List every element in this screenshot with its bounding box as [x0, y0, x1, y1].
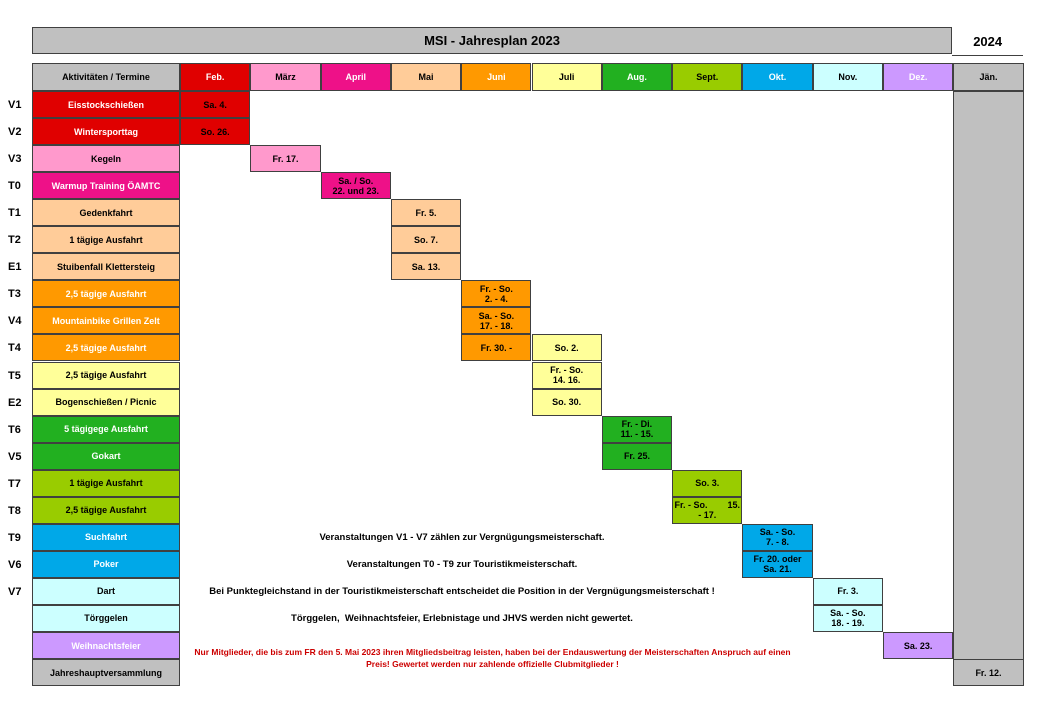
- footnote: Veranstaltungen V1 - V7 zählen zur Vergnügungsmeisterschaft.: [319, 531, 605, 543]
- event-date: Fr. 3.: [813, 578, 883, 605]
- activity-name: Törggelen: [32, 605, 180, 632]
- month-header: Juli: [532, 63, 602, 91]
- activity-name: Jahreshauptversammlung: [32, 659, 180, 686]
- row-code: T0: [8, 180, 21, 193]
- activity-name: 2,5 tägige Ausfahrt: [32, 280, 180, 307]
- activity-name: Dart: [32, 578, 180, 605]
- month-header: Dez.: [883, 63, 953, 91]
- month-header: Nov.: [813, 63, 883, 91]
- event-date: Fr. - So. 15. - 17.: [672, 497, 742, 524]
- activity-name: Warmup Training ÖAMTC: [32, 172, 180, 199]
- event-date: Fr. - So. 14. 16.: [532, 362, 602, 389]
- footnote: Veranstaltungen T0 - T9 zur Touristikmeisterschaft.: [346, 558, 578, 570]
- activity-name: 2,5 tägige Ausfahrt: [32, 497, 180, 524]
- event-date: Sa. - So. 17. - 18.: [461, 307, 531, 334]
- row-code: V3: [8, 153, 22, 166]
- month-header: Feb.: [180, 63, 250, 91]
- month-band-11: [953, 91, 1023, 686]
- month-header: Mai: [391, 63, 461, 91]
- event-date: Sa. / So. 22. und 23.: [321, 172, 391, 199]
- event-date: So. 30.: [532, 389, 602, 416]
- activity-name: Wintersporttag: [32, 118, 180, 145]
- event-date: Fr. 20. oder Sa. 21.: [742, 551, 812, 578]
- event-date: Fr. 5.: [391, 199, 461, 226]
- row-code: V6: [8, 558, 22, 571]
- activity-name: Gedenkfahrt: [32, 199, 180, 226]
- row-code: T4: [8, 342, 21, 355]
- activity-name: 2,5 tägige Ausfahrt: [32, 334, 180, 361]
- footnote: Bei Punktegleichstand in der Touristikmeisterschaft entscheidet die Position in der Vergnügungsmeisterschaft !: [209, 585, 715, 597]
- activity-name: Suchfahrt: [32, 524, 180, 551]
- event-date: Fr. 25.: [602, 443, 672, 470]
- row-code: V2: [8, 126, 22, 139]
- row-code: V1: [8, 99, 22, 111]
- activity-name: 1 tägige Ausfahrt: [32, 470, 180, 497]
- row-code: T7: [8, 477, 21, 490]
- event-date-continued: So. 2.: [532, 334, 602, 361]
- footnote: Nur Mitglieder, die bis zum FR den 5. Mai 2023 ihren Mitgliedsbeitrag leisten, haben bei der Endauswertung der Meisterschaften Anspruch auf einen Preis! Gewertet werden nur zahlende offizielle Clubmitglieder !: [194, 646, 791, 669]
- activity-name: Gokart: [32, 443, 180, 470]
- next-year-label: 2024: [952, 29, 1023, 56]
- event-date: Fr. 30. -: [461, 334, 531, 361]
- event-date: Sa. 4.: [180, 91, 250, 118]
- activity-name: Mountainbike Grillen Zelt: [32, 307, 180, 334]
- event-date: So. 7.: [391, 226, 461, 253]
- row-code: T9: [8, 531, 21, 544]
- event-date: Sa. 23.: [883, 632, 953, 659]
- activities-header: Aktivitäten / Termine: [32, 63, 180, 91]
- event-date: Sa. - So. 7. - 8.: [742, 524, 812, 551]
- row-code: V4: [8, 315, 22, 328]
- row-code: E2: [8, 396, 22, 409]
- row-code: T5: [8, 369, 21, 382]
- activity-name: Kegeln: [32, 145, 180, 172]
- event-date: So. 3.: [672, 470, 742, 497]
- event-date: Fr. 17.: [250, 145, 320, 172]
- activity-name: Weihnachtsfeier: [32, 632, 180, 659]
- row-code: T8: [8, 504, 21, 517]
- month-header: Aug.: [602, 63, 672, 91]
- row-code: T1: [8, 207, 21, 220]
- activity-name: Eisstockschießen: [32, 91, 180, 118]
- month-header: März: [250, 63, 320, 91]
- activity-name: 1 tägige Ausfahrt: [32, 226, 180, 253]
- row-code: V5: [8, 450, 22, 463]
- event-date: Fr. - So. 2. - 4.: [461, 280, 531, 307]
- row-code: T2: [8, 234, 21, 247]
- row-code: E1: [8, 261, 22, 274]
- event-date: Fr. - Di. 11. - 15.: [602, 416, 672, 443]
- activity-name: Poker: [32, 551, 180, 578]
- activity-name: 2,5 tägige Ausfahrt: [32, 362, 180, 389]
- row-code: T3: [8, 288, 21, 301]
- activity-name: Bogenschießen / Picnic: [32, 389, 180, 416]
- activity-name: Stuibenfall Klettersteig: [32, 253, 180, 280]
- month-header: April: [321, 63, 391, 91]
- event-date: Sa. 13.: [391, 253, 461, 280]
- event-date: So. 26.: [180, 118, 250, 145]
- month-header: Jän.: [953, 63, 1023, 91]
- event-date: Fr. 12.: [953, 659, 1023, 686]
- event-date: Sa. - So. 18. - 19.: [813, 605, 883, 632]
- footnote: Törggelen, Weihnachtsfeier, Erlebnistage und JHVS werden nicht gewertet.: [291, 612, 633, 624]
- month-header: Okt.: [742, 63, 812, 91]
- month-header: Juni: [461, 63, 531, 91]
- month-header: Sept.: [672, 63, 742, 91]
- activity-name: 5 tägigege Ausfahrt: [32, 416, 180, 443]
- row-code: V7: [8, 585, 22, 598]
- row-code: T6: [8, 423, 21, 436]
- page-title: MSI - Jahresplan 2023: [32, 27, 952, 54]
